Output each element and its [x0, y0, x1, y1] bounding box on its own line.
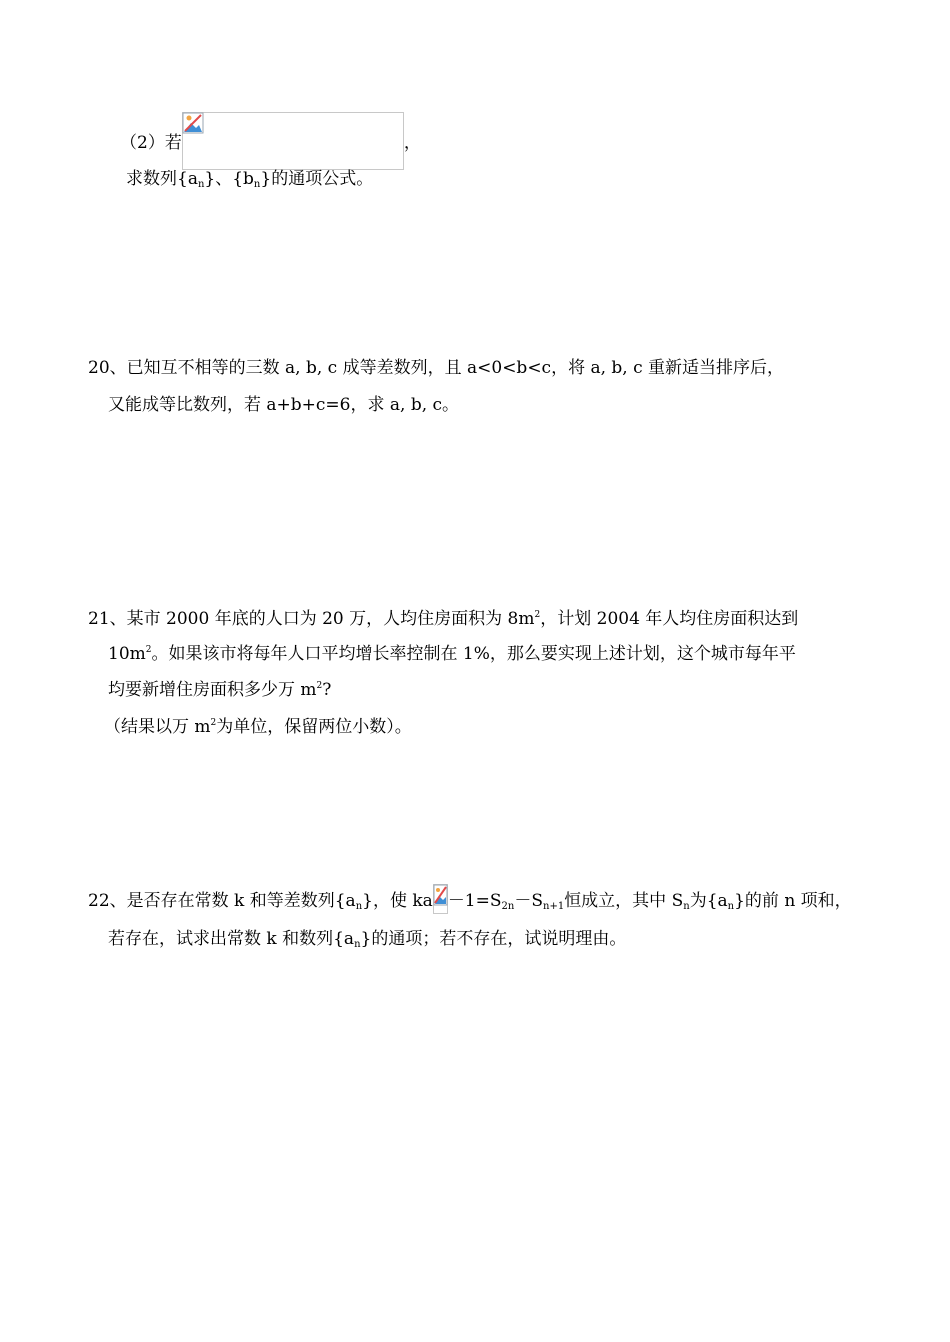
subscript: n	[197, 179, 205, 190]
q21-line1	[88, 603, 798, 631]
subscript: n	[727, 901, 735, 912]
superscript: 2	[210, 718, 217, 728]
text-fragment: （结果以万 m	[104, 717, 211, 737]
q19-part2-line2	[126, 167, 373, 197]
text-fragment: }，使 ka	[362, 891, 433, 911]
subscript: n	[354, 939, 361, 950]
text-fragment: 10m	[108, 644, 146, 664]
text-fragment: 求数列{a	[126, 169, 198, 189]
text-fragment: 为{a	[689, 891, 728, 911]
superscript: 2	[145, 645, 152, 655]
subscript: n	[253, 179, 261, 190]
q21-line2	[108, 638, 796, 666]
q22-line1	[88, 884, 852, 919]
q20-line2: 又能成等比数列，若 a+b+c=6，求 a, b, c。	[108, 395, 460, 415]
text-fragment: }、{b	[204, 169, 254, 189]
q19-part2-suffix: ，	[403, 133, 421, 153]
text-fragment: 为单位，保留两位小数）。	[216, 717, 412, 737]
q21-line4	[104, 711, 412, 739]
superscript: 2	[316, 681, 323, 691]
text-fragment: 。如果该市将每年人口平均增长率控制在 1%，那么要实现上述计划，这个城市每年平	[151, 644, 796, 664]
q19-part2-line1	[120, 112, 421, 170]
subscript: 2n	[501, 901, 515, 912]
broken-image-icon	[182, 112, 404, 170]
q20-line1: 20、已知互不相等的三数 a, b, c 成等差数列，且 a<0<b<c，将 a, b, c 重新适当排序后，	[88, 358, 785, 378]
text-fragment: ?	[322, 680, 332, 700]
text-fragment: }的通项公式。	[260, 169, 374, 189]
subscript: n+1	[543, 901, 565, 912]
text-fragment: 均要新增住房面积多少万 m	[108, 680, 317, 700]
text-fragment: 21、某市 2000 年底的人口为 20 万，人均住房面积为 8m	[88, 609, 535, 629]
subscript: n	[355, 901, 363, 912]
superscript: 2	[534, 610, 541, 620]
text-fragment: 若存在，试求出常数 k 和数列{a	[108, 929, 355, 949]
subscript: n	[683, 901, 690, 912]
text-fragment: －S	[514, 891, 543, 911]
q21-line3	[108, 674, 331, 702]
text-fragment: 22、是否存在常数 k 和等差数列{a	[88, 891, 356, 911]
q22-line2	[108, 927, 626, 957]
text-fragment: }的前 n 项和，	[734, 891, 852, 911]
text-fragment: 恒成立，其中 S	[564, 891, 684, 911]
text-fragment: －1=S	[447, 891, 502, 911]
text-fragment: }的通项；若不存在，试说明理由。	[360, 929, 627, 949]
broken-image-icon	[433, 884, 448, 914]
text-fragment: ，计划 2004 年人均住房面积达到	[540, 609, 799, 629]
q19-part2-prefix: （2）若	[120, 133, 182, 153]
